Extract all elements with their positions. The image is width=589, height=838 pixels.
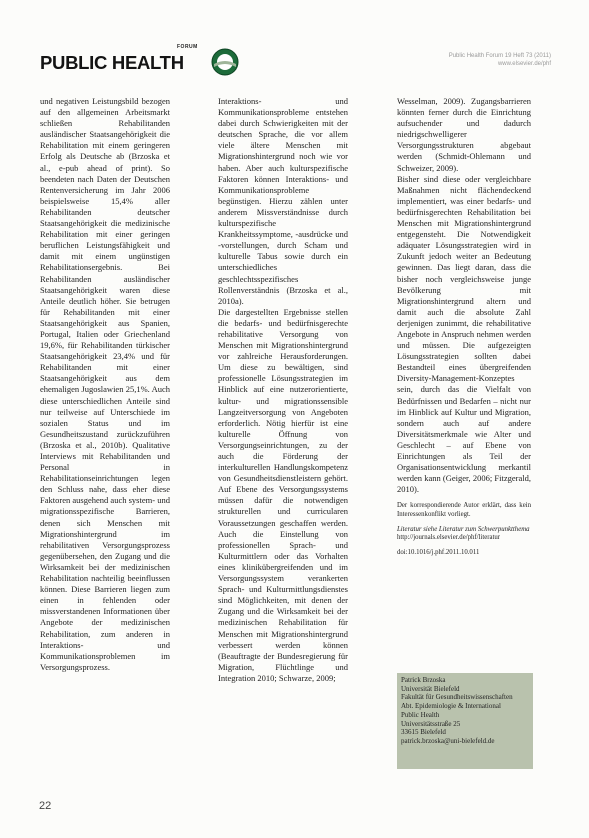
- column-2-paragraph-2: Die dargestellten Ergebnisse stellen die bedarfs- und bedürfnisgerechte rehabilitative Versorgung von Menschen mit Migrationshintergrund vor zahlreiche Herausforderungen. Um diese zu bewältigen, sind professionelle Lösungsstrategien im Hinblick auf eine nutzerorientierte, kultur- und migrationssensible Langzeitversorgung von Angeboten erforderlich. Nötig hierfür ist eine kulturelle Öffnung von Versorgungseinrichtungen, zu der auch die Förderung der interkulturellen Handlungskompetenz von Gesundheitsdienstleistern gehört. Auf Ebene des Versorgungssystems müssen dafür die notwendigen strukturellen und curricularen Voraussetzungen geschaffen werden. Auch die Einstellung von professionellen Sprach- und Kulturmittlern oder das Vorhalten eines klinikübergreifenden und im Versorgungssystem verankerten Sprach- und Kulturmittlungsdienstes sind Möglichkeiten, mit denen der Zugang und die Wirksamkeit bei der medizinischen Rehabilitation für Menschen mit Migrationshintergrund verbessert werden können (Beauftragte der Bundesregierung für Migration, Flüchtlinge und Integration 2010; Schwarze, 2009;: [218, 306, 348, 683]
- column-3-paragraph-2: Bisher sind diese oder vergleichbare Maßnahmen nicht flächendeckend implementiert, was einer bedarfs- und bedürfnisgerechten Rehabilitation bei Menschen mit Migrationshintergrund entgegensteht. Die Notwendigkeit adäquater Lösungsstrategien wird in Zukunft jedoch weiter an Bedeutung gewinnen. Das liegt daran, dass die bisher noch vergleichsweise junge Bevölkerung mit Migrationshintergrund altern und damit auch die absolute Zahl derjenigen zunimmt, die rehabilitative Angebote in Anspruch nehmen werden und müssen. Die aufgezeigten Lösungsstrategien sollten dabei Bestandteil eines übergreifenden Diversity-Management-Konzeptes sein, durch das die Vielfalt von Bedürfnissen und Bedarfen – nicht nur im Hinblick auf Kultur und Migration, sondern auch auf andere Diversitätsmerkmale wie Alter und Geschlecht – auf Ebene von Einrichtungen als Teil der Organisationsentwicklung merkantil werden kann (Geiger, 2006; Fitzgerald, 2010).: [397, 173, 531, 495]
- conflict-of-interest-note: Der korrespondierende Autor erklärt, dass kein Interessenkonflikt vorliegt.: [397, 502, 531, 518]
- journal-logo-text: PUBLIC HEALTH: [40, 52, 184, 73]
- contact-email[interactable]: patrick.brzoska@uni-bielefeld.de: [401, 736, 495, 745]
- contact-faculty: Fakultät für Gesundheitswissenschaften: [401, 693, 513, 702]
- journal-reference: [449, 52, 551, 68]
- contact-university: Universität Bielefeld: [401, 684, 460, 693]
- text-column-3: [397, 96, 531, 557]
- journal-url-line: www.elsevier.de/phf: [497, 61, 551, 67]
- literature-title: Literatur siehe Literatur zum Schwerpunktthema: [397, 525, 530, 533]
- contact-name: Patrick Brzoska: [401, 676, 446, 684]
- column-1-paragraph: und negativen Leistungsbild bezogen auf den allgemeinen Arbeitsmarkt schließen Rehabilitanden ausländischer Staatsangehörigkeit die Rehabilitation mit einem geringeren Erfolg als Deutsche ab (Brzoska et al., e-pub ahead of print). So beendeten nach Daten der Deutschen Rentenversicherung im Jahr 2006 beispielsweise 15,4% aller Rehabilitanden deutscher Staatsangehörigkeit die medizinische Rehabilitation mit einer geringen beruflichen Leistungsfähigkeit und damit mit einem ungünstigen Rehabilitationsergebnis. Bei Rehabilitanden ausländischer Staatsangehörigkeit waren diese Anteile deutlich höher. Sie betrugen für Rehabilitanden mit einer Staatsangehörigkeit aus Spanien, Portugal, Italien oder Griechenland 19,6%, für Rehabilitanden türkischer Staatsangehörigkeit 23,4% und für Rehabilitanden mit einer Staatsangehörigkeit aus dem ehemaligen Jugoslawien 25,1%. Auch diese unterschiedlichen Anteile sind nur teilweise auf Unterschiede im sozialen Status und im Gesundheitszustand zurückzuführen (Brzoska et al., 2010b). Qualitative Interviews mit Rehabilitanden und Personal in Rehabilitationseinrichtungen legen den Schluss nahe, dass eher diese Faktoren ausgehend auch system- und migrationsspezifische Barrieren, denen sich Menschen mit Migrationshintergrund im rehabilitativen Versorgungsprozess gegenübersehen, den Zugang und die Wirksamkeit bei der medizinischen Rehabilitation nachteilig beeinflussen können. Diese Barrieren liegen zum einen in fehlenden oder missverstandenen Informationen über Angebote der medizinischen Rehabilitation, zum anderen in Interaktions- und Kommunikationsproblemen im Versorgungsprozess.: [40, 96, 170, 672]
- contact-department: Abt. Epidemiologie & International: [401, 702, 501, 711]
- journal-masthead: [40, 44, 260, 80]
- journal-issue-line: Public Health Forum 19 Heft 73 (2011): [448, 53, 551, 59]
- contact-street: Universitätsstraße 25: [401, 719, 461, 728]
- logo-forum-label: FORUM: [177, 44, 198, 50]
- author-contact-box: [397, 673, 533, 769]
- text-column-1: [40, 96, 170, 673]
- text-column-2: [218, 96, 348, 684]
- column-2-paragraph-1: Interaktions- und Kommunikationsprobleme entstehen dabei durch Schwierigkeiten mit der deutschen Sprache, die vor allem viele ältere Menschen mit Migrationshintergrund noch wie vor haben. Aber auch kulturspezifische Faktoren können Interaktions- und Kommunikationsprobleme begünstigen. Hierzu zählen unter anderem Missverständnisse durch kulturspezifische Krankheitssymptome, -ausdrücke und -vorstellungen, durch Scham und kulturelle Tabus sowie durch ein unterschiedliches geschlechtsspezifisches Rollenverständnis (Brzoska et al., 2010a).: [218, 96, 348, 306]
- doi-reference: doi:10.1016/j.phf.2011.10.011: [397, 548, 480, 556]
- contact-city: 33615 Bielefeld: [401, 728, 446, 737]
- globe-logo-icon: [210, 47, 240, 77]
- page-number: 22: [39, 800, 52, 812]
- column-3-paragraph-1: Wesselman, 2009). Zugangsbarrieren könnten ferner durch die Einrichtung aufsuchender und dadurch niedrigschwelligerer Versorgungsstrukturen abgebaut werden (Schmidt-Ohlemann und Schweizer, 2009).: [397, 96, 531, 173]
- contact-unit: Public Health: [401, 710, 440, 719]
- literature-link[interactable]: http://journals.elsevier.de/phf/literatur: [397, 534, 501, 542]
